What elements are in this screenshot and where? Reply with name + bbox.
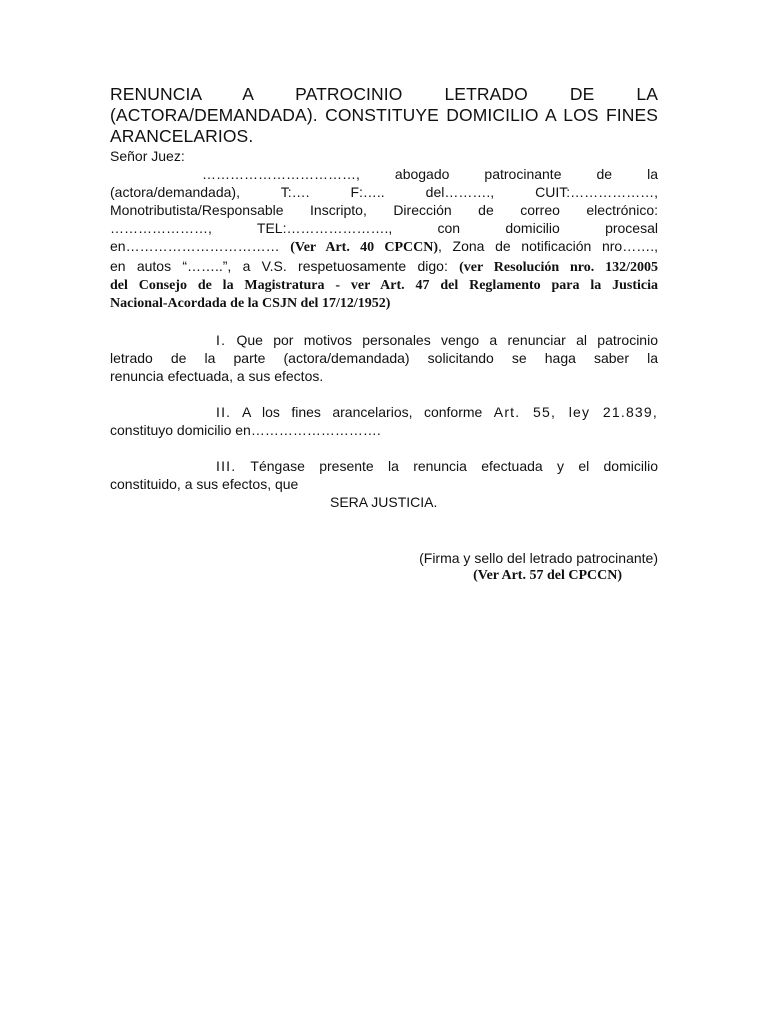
paragraph-2-number: II. [216,404,232,420]
paragraph-3-line-2: constituido, a sus efectos, que [110,476,299,492]
intro-line-5 [110,237,658,257]
paragraph-1-line-1 [110,331,658,349]
paragraph-1-line-3: renuncia efectuada, a sus efectos. [110,368,324,384]
ref-resolucion: (ver Resolución nro. 132/2005 [459,260,658,275]
intro-line-5-tail: , Zona de notificación nro……., [438,238,658,254]
paragraph-3-line-1 [110,457,658,475]
intro-paragraph [110,165,658,313]
paragraph-1 [110,331,658,385]
intro-line-1: ……………………………, abogado patrocinante de la [202,166,658,182]
intro-line-6-text: en autos “……..”, a V.S. respetuosamente digo: [110,258,460,274]
title-line-2: (ACTORA/DEMANDADA). CONSTITUYE DOMICILIO A LOS FINES [110,105,658,125]
paragraph-1-number: I. [216,332,227,348]
document-title [110,84,658,147]
paragraph-3-line-1-text: Téngase presente la renuncia efectuada y el domicilio [236,458,658,474]
ref-art-40: (Ver Art. 40 CPCCN) [290,240,438,255]
intro-line-6 [110,257,658,277]
intro-line-5-text: en…………………………… [110,238,280,254]
signature-block [110,549,658,585]
paragraph-2-line-2: constituyo domicilio en………………………. [110,422,381,438]
paragraph-1-line-2: letrado de la parte (actora/demandada) solicitando se haga saber la [110,350,658,366]
title-line-3: ARANCELARIOS. [110,126,254,146]
document-page [110,84,658,585]
paragraph-2 [110,403,658,439]
ref-art-57: (Ver Art. 57 del CPCCN) [473,568,622,583]
title-line-1: RENUNCIA A PATROCINIO LETRADO DE LA [110,84,658,104]
paragraph-2-line-1 [110,403,658,421]
paragraph-2-line-1-text: A los fines arancelarios, conforme [231,404,494,420]
signature-label: (Firma y sello del letrado patrocinante) [419,550,658,566]
salutation: Señor Juez: [110,148,185,164]
intro-line-8: Nacional-Acordada de la CSJN del 17/12/1952) [110,296,391,311]
intro-line-3: Monotributista/Responsable Inscripto, Dirección de correo electrónico: [110,202,658,218]
intro-line-4: …………………, TEL:…………………., con domicilio procesal [110,220,658,236]
closing-sera-justicia: SERA JUSTICIA. [330,494,438,510]
intro-line-7: del Consejo de la Magistratura - ver Art. 47 del Reglamento para la Justicia [110,278,658,293]
intro-line-2: (actora/demandada), T:…. F:….. del………., CUIT:………………, [110,184,658,200]
ref-art-55: Art. 55, ley 21.839, [493,404,658,420]
paragraph-3 [110,457,658,511]
paragraph-1-line-1-text: Que por motivos personales vengo a renunciar al patrocinio [226,332,658,348]
paragraph-3-number: III. [216,458,237,474]
